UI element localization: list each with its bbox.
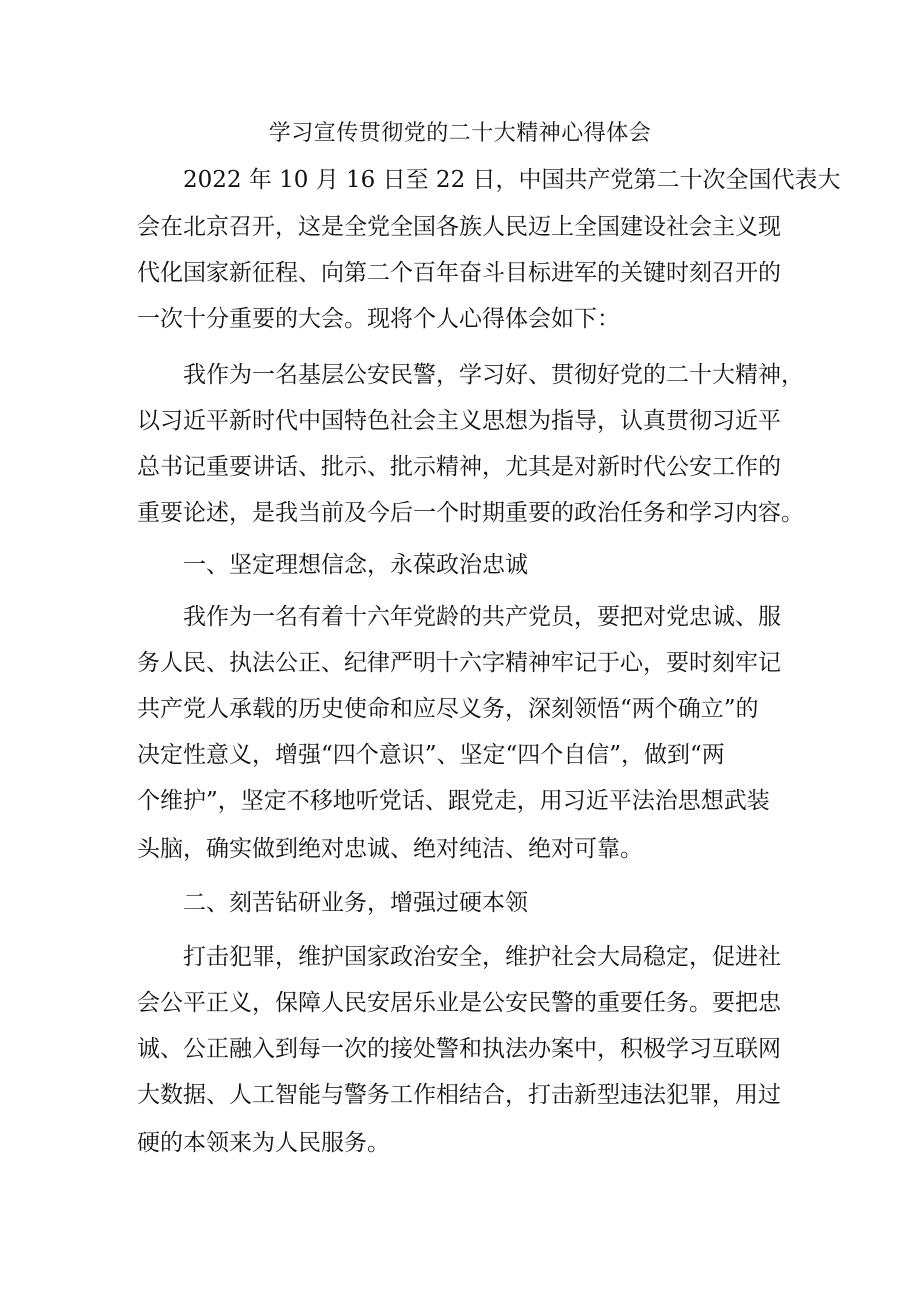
- text-line-13: 决定性意义，增强“四个意识”、坚定“四个自信”，做到“两: [137, 742, 725, 768]
- section-heading-1: 一、坚定理想信念，永葆政治忠诚: [137, 552, 528, 578]
- text-line-17: 打击犯罪，维护国家政治安全，维护社会大局稳定，促进社: [137, 944, 781, 970]
- text-line-14: 个维护”，坚定不移地听党话、跟党走，用习近平法治思想武装: [137, 788, 770, 814]
- text-line-18: 会公平正义，保障人民安居乐业是公安民警的重要任务。要把忠: [137, 990, 781, 1016]
- text-line-8: 重要论述，是我当前及今后一个时期重要的政治任务和学习内容。: [137, 500, 804, 526]
- text-line-7: 总书记重要讲话、批示、批示精神，尤其是对新时代公安工作的: [137, 454, 781, 480]
- text-line-1: 2022 年 10 月 16 日至 22 日，中国共产党第二十次全国代表大: [137, 167, 841, 193]
- document-title: 学习宣传贯彻党的二十大精神心得体会: [268, 121, 652, 146]
- text-line-20: 大数据、人工智能与警务工作相结合，打击新型违法犯罪，用过: [137, 1082, 781, 1108]
- text-line-4: 一次十分重要的大会。现将个人心得体会如下：: [137, 306, 620, 332]
- text-line-3: 代化国家新征程、向第二个百年奋斗目标进军的关键时刻召开的: [137, 260, 781, 286]
- text-line-6: 以习近平新时代中国特色社会主义思想为指导，认真贯彻习近平: [137, 408, 781, 434]
- text-line-5: 我作为一名基层公安民警，学习好、贯彻好党的二十大精神，: [137, 362, 804, 388]
- text-line-11: 务人民、执法公正、纪律严明十六字精神牢记于心，要时刻牢记: [137, 650, 781, 676]
- text-line-12: 共产党人承载的历史使命和应尽义务，深刻领悟“两个确立”的: [137, 696, 759, 722]
- section-heading-2: 二、刻苦钻研业务，增强过硬本领: [137, 890, 528, 916]
- text-line-21: 硬的本领来为人民服务。: [137, 1130, 390, 1156]
- text-line-19: 诚、公正融入到每一次的接处警和执法办案中，积极学习互联网: [137, 1036, 781, 1062]
- text-line-2: 会在北京召开，这是全党全国各族人民迈上全国建设社会主义现: [137, 214, 781, 240]
- text-line-10: 我作为一名有着十六年党龄的共产党员，要把对党忠诚、服: [137, 604, 781, 630]
- text-line-15: 头脑，确实做到绝对忠诚、绝对纯洁、绝对可靠。: [137, 836, 643, 862]
